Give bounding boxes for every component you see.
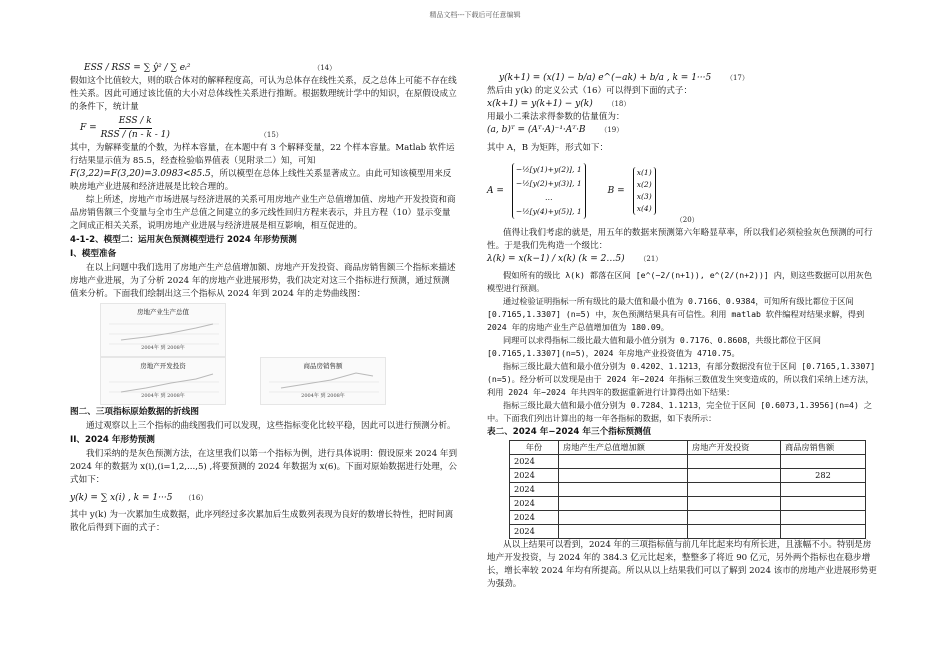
eq14-text: ESS / RSS = ∑ ŷ² / ∑ eᵢ² xyxy=(84,63,191,73)
table-cell xyxy=(781,511,866,525)
table-title: 表二、2024 年−2024 年三个指标预测值 xyxy=(487,427,652,437)
eq17-number: （17） xyxy=(725,74,749,82)
equation-18 xyxy=(487,98,877,111)
matrix-a-label: A = xyxy=(487,185,504,196)
eq15-fraction xyxy=(101,115,170,142)
figure-line-charts xyxy=(70,301,458,405)
table-cell: 2024 xyxy=(510,455,559,469)
matrix-row: … xyxy=(544,193,553,202)
paragraph: 指标三级比最大值和最小值分别为 0.4202、1.1213，有部分数据没有位于区间 [0.7165,1.3307](n=5)。经分析可以发现是由于 2024 年−2024 年指标三数值发生突变造成的，所以我们采纳上述方法，利用 2024 年−2024 年共四年的数据重新进行计算得出如下结果： xyxy=(487,361,876,397)
eq21-text: λ(k) = x(k−1) / x(k) (k = 2…5) xyxy=(487,254,625,264)
matrix-row: −½[y(4)+y(5)], 1 xyxy=(515,207,582,216)
table-cell xyxy=(688,455,781,469)
paragraph: 通过观察以上三个指标的曲线图我们可以发现，这些指标变化比较平稳，因此可以进行预测分析。 xyxy=(86,421,456,431)
chart-legend: 2004年 到 2008年 xyxy=(141,345,185,351)
eq15-denominator: RSS / (n - k - 1) xyxy=(100,129,170,140)
table-cell: 2024 xyxy=(510,483,559,497)
chart-legend: 2004年 到 2008年 xyxy=(301,393,345,399)
left-column xyxy=(70,62,458,535)
paragraph: 用最小二乘法求得参数的估量值为： xyxy=(487,112,625,122)
paragraph: 综上所述，房地产市场进展与经济进展的关系可用房地产业生产总值增加值、房地产开发投资和商品房销售额三个变量与全市生产总值之间建立的多元线性回归方程来表示，并且方程（10）显示变量之间成正相关关系，说明房地产业进展与经济进展是相互影响，相互促进的。 xyxy=(70,195,456,231)
table-cell xyxy=(781,525,866,539)
equation-16 xyxy=(70,487,458,509)
table-cell xyxy=(688,511,781,525)
equation-15 xyxy=(70,114,458,142)
chart-title: 房地产开发投资 xyxy=(140,362,186,370)
matrix-a xyxy=(512,163,586,219)
equation-14 xyxy=(84,62,458,75)
table-cell: 282 xyxy=(781,469,866,483)
paragraph: 其中 A，B 为矩阵，形式如下： xyxy=(487,143,609,153)
eq15-number: （15） xyxy=(259,130,283,139)
table-cell xyxy=(688,483,781,497)
table-cell: 2024 xyxy=(510,497,559,511)
prediction-table xyxy=(509,440,866,539)
paragraph: 值得让我们考虑的就是，用五年的数据来预测第六年略显草率，所以我们必须检验灰色预测的可行性。于是我们先构造一个级比： xyxy=(487,228,873,251)
table-header-cell: 商品房销售额 xyxy=(781,441,866,455)
paragraph: 假如这个比值较大，则的联合体对的解释程度高，可认为总体存在线性关系，反之总体上可能不存在线性关系。因此可通过该比值的大小对总体线性关系进行推断。根据数理统计学中的知识，在原假设成立的条件下，统计量 xyxy=(70,76,457,112)
table-cell: 2024 xyxy=(510,469,559,483)
paragraph: 假如所有的级比 λ(k) 都落在区间 [e^(−2/(n+1)), e^(2/(n+2))] 内，则这些数据可以用灰色模型进行预测。 xyxy=(487,270,873,293)
f-test-line xyxy=(70,168,458,194)
matrix-row: x(1) xyxy=(636,168,652,177)
matrix-row: −½[y(1)+y(2)], 1 xyxy=(515,165,582,174)
eq14-number: （14） xyxy=(313,64,337,72)
table-cell xyxy=(688,525,781,539)
equation-19 xyxy=(487,124,877,142)
table-cell xyxy=(559,483,688,497)
eq16-text: y(k) = ∑ x(i) , k = 1···5 xyxy=(70,492,173,503)
line-chart-investment xyxy=(100,357,226,405)
table-cell xyxy=(559,455,688,469)
equation-21 xyxy=(487,253,877,269)
matrix-b-label: B = xyxy=(607,185,625,196)
eq16-number: （16） xyxy=(184,493,208,502)
equation-17 xyxy=(499,72,877,85)
eq15-numerator: ESS / k xyxy=(119,115,152,129)
figure-caption: 图二、三项指标原始数据的折线图 xyxy=(70,407,199,417)
paragraph: 从以上结果可以看到，2024 年的三项指标值与前几年比起来均有所长进，且涨幅不小。特别是房地产开发投资，与 2024 年的 384.3 亿元比起来，整整多了将近 90 亿元，另外两个指标也在稳步增长，增长率较 2024 年均有所提高。所以从以上结果我们可以了解到 2024 该市的房地产业进展形势更为强劲。 xyxy=(487,540,877,589)
page-header: 精品文档---下载后可任意编辑 xyxy=(429,11,521,19)
subsection-heading: I、模型准备 xyxy=(70,249,117,259)
table-cell xyxy=(781,455,866,469)
table-cell xyxy=(781,483,866,497)
matrix-row: x(4) xyxy=(636,204,652,213)
chart-title: 房地产业生产总值 xyxy=(137,308,189,316)
eq19-text: (a, b)ᵀ = (Aᵀ·A)⁻¹·Aᵀ·B xyxy=(487,125,586,135)
equation-20-matrices xyxy=(487,155,877,227)
paragraph: 指标三级比最大值和最小值分别为 0.7284、1.1213，完全位于区间 [0.6073,1.3956](n=4) 之中。下面我们列出计算出的每一年各指标的数据，如下表所示： xyxy=(487,400,873,423)
table-header-cell: 房地产开发投资 xyxy=(688,441,781,455)
matrix-b xyxy=(633,167,656,215)
matrix-row: x(3) xyxy=(636,192,652,201)
eq21-number: （21） xyxy=(639,255,663,263)
table-cell: 2024 xyxy=(510,525,559,539)
line-chart-sales xyxy=(260,357,386,405)
table-header-cell: 年份 xyxy=(510,441,559,455)
table-row xyxy=(510,525,866,539)
f-test-equation: F(3,22)=F(3,20)=3.0983<85.5 xyxy=(70,169,211,179)
right-column xyxy=(487,72,877,591)
line-chart-gdp xyxy=(100,303,226,357)
series-line xyxy=(281,373,373,388)
table-cell xyxy=(559,469,688,483)
paragraph: 我们采纳的是灰色预测方法，在这里我们以第一个指标为例，进行具体说明：假设原来 2024 年到 2024 年的数据为 x(i),(i=1,2,...,5) ,将要预测的 2024 年数据为 x(6)。下面对原始数据进行处理，公式如下： xyxy=(70,449,458,485)
paragraph: 然后由 y(k) 的定义公式（16）可以得到下面的式子： xyxy=(487,86,693,96)
paragraph: 同理可以求得指标二级比最大值和最小值分别为 0.7176、0.8608，共级比都位于区间 [0.7165,1.3307](n=5)，2024 年房地产业投资值为 4710.75。 xyxy=(487,335,821,358)
series-line xyxy=(121,324,213,340)
subsection-heading: II、2024 年形势预测 xyxy=(70,435,155,445)
table-cell xyxy=(781,497,866,511)
table-cell xyxy=(559,497,688,511)
table-row xyxy=(510,455,866,469)
eq18-text: x(k+1) = y(k+1) − y(k) xyxy=(487,99,593,109)
eq18-number: （18） xyxy=(607,100,631,108)
table-row xyxy=(510,469,866,483)
table-cell xyxy=(688,469,781,483)
table-header-cell: 房地产生产总值增加额 xyxy=(559,441,688,455)
eq20-number: （20） xyxy=(675,216,699,224)
table-header-row xyxy=(510,441,866,455)
table-cell xyxy=(559,525,688,539)
chart-legend: 2004年 到 2008年 xyxy=(141,393,185,399)
eq17-text: y(k+1) = (x(1) − b/a) e^(−ak) + b/a , k = 1···5 xyxy=(499,73,712,83)
eq19-number: （19） xyxy=(600,126,624,134)
paragraph: 通过检验证明指标一所有级比的最大值和最小值为 0.7166、0.9384，可知所有级比都位于区间 [0.7165,1.3307] (n=5) 中，灰色预测结果具有可信性。利用 matlab 软件编程对结果求解，得到 2024 年的房地产业生产总值增加值为 180.09。 xyxy=(487,296,865,332)
paragraph: 其中，为解释变量的个数，为样本容量，在本题中有 3 个解释变量，22 个样本容量。Matlab 软件运行结果显示值为 85.5，经查检验临界值表（见附录二）知，可知 xyxy=(70,143,455,166)
table-cell: 2024 xyxy=(510,511,559,525)
chart-title: 商品房销售额 xyxy=(303,362,343,370)
matrix-row: −½[y(2)+y(3)], 1 xyxy=(515,179,582,188)
paragraph: ，所以模型在总体上线性关系显著成立。由此可知该模型用来反映房地产业进展和经济进展是比较合理的。 xyxy=(70,169,452,192)
eq15-lhs: F = xyxy=(80,122,97,133)
paragraph: 在以上问题中我们选用了房地产生产总值增加额、房地产开发投资、商品房销售额三个指标来描述房地产业进展，为了分析 2024 年的房地产业进展形势，我们决定对这三个指标进行预测，通过预测值来分析。下面我们绘制出这三个指标从 2024 年到 2024 年的走势曲线图： xyxy=(70,263,456,299)
table-row xyxy=(510,497,866,511)
matrix-row: x(2) xyxy=(636,180,652,189)
section-heading: 4-1-2、模型二：运用灰色预测模型进行 2024 年形势预测 xyxy=(70,235,297,245)
paragraph: 其中 y(k) 为一次累加生成数据，此序列经过多次累加后生成数列表现为良好的数增长特性，把时间离散化后得到下面的式子： xyxy=(70,510,454,533)
table-row xyxy=(510,511,866,525)
table-cell xyxy=(688,497,781,511)
table-cell xyxy=(559,511,688,525)
table-row xyxy=(510,483,866,497)
